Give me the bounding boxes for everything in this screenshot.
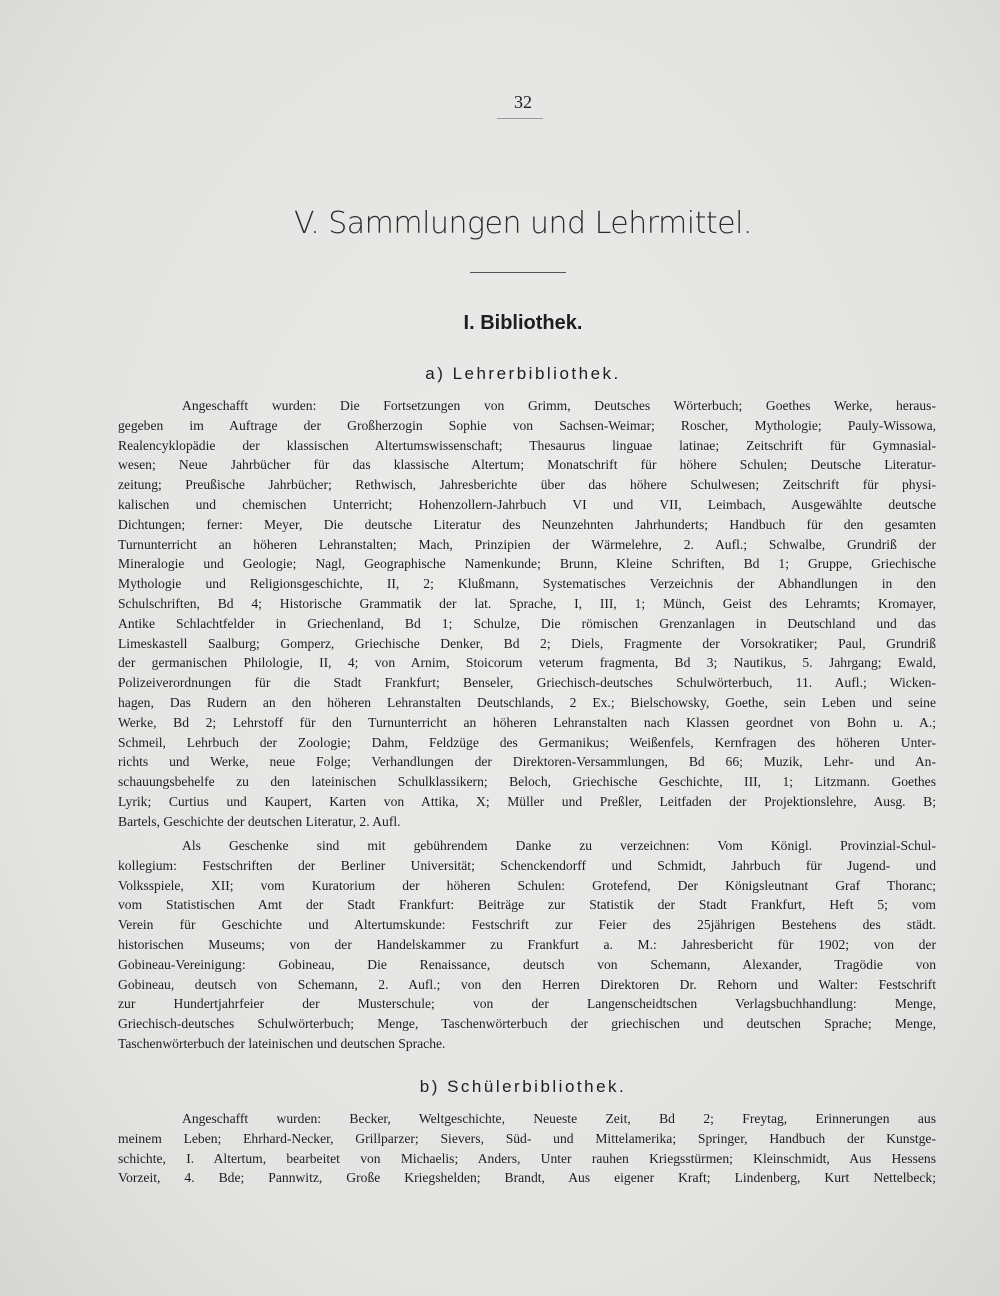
text-line: zeitung; Preußische Jahrbücher; Rethwisch, Jahresberichte über das höhere Schulwesen; Zeitschrift für physi- <box>118 477 936 493</box>
text-line: Taschenwörterbuch der lateinischen und deutschen Sprache. <box>118 1035 446 1051</box>
paragraph-acquisitions-teachers <box>118 396 936 832</box>
page-number: 32 <box>514 92 532 112</box>
text-line: Dichtungen; ferner: Meyer, Die deutsche Literatur des Neunzehnten Jahrhunderts; Handbuch für den gesamten <box>118 516 936 532</box>
text-line: Schmeil, Lehrbuch der Zoologie; Dahm, Feldzüge des Germanikus; Weißenfels, Kernfragen des höheren Unter- <box>118 734 936 750</box>
text-line: Angeschafft wurden: Becker, Weltgeschichte, Neueste Zeit, Bd 2; Freytag, Erinnerungen aus <box>182 1111 936 1126</box>
text-line: Bartels, Geschichte der deutschen Literatur, 2. Aufl. <box>118 813 401 829</box>
title-divider <box>470 272 566 273</box>
text-line: meinem Leben; Ehrhard-Necker, Grillparzer; Sievers, Süd- und Mittelamerika; Springer, Handbuch der Kunstge- <box>118 1130 936 1146</box>
text-line: Turnunterricht an höheren Lehranstalten; Mach, Prinzipien der Wärmelehre, 2. Aufl.; Schwalbe, Grundriß der <box>118 536 936 552</box>
text-line: Angeschafft wurden: Die Fortsetzungen von Grimm, Deutsches Wörterbuch; Goethes Werke, heraus- <box>182 398 936 413</box>
page-number-rule <box>497 118 543 119</box>
text-line: zur Hundertjahrfeier der Musterschule; von der Langenscheidtschen Verlagsbuchhandlung: Menge, <box>118 996 936 1012</box>
text-line: Realencyklopädie der klassischen Altertumswissenschaft; Thesaurus linguae latinae; Zeitschrift für Gymnasial- <box>118 437 936 453</box>
text-line: Werke, Bd 2; Lehrstoff für den Turnunterricht an höheren Lehranstalten nach Klassen geordnet von Bohn u. A.; <box>118 714 936 730</box>
text-line: Vorzeit, 4. Bde; Pannwitz, Große Kriegshelden; Brandt, Aus eigener Kraft; Lindenberg, Kurt Nettelbeck; <box>118 1170 936 1186</box>
subsection-heading-b: b) Schülerbibliothek. <box>419 1077 627 1096</box>
text-line: hagen, Das Rudern an den höheren Lehranstalten Deutschlands, 2 Ex.; Bielschowsky, Goethe, sein Leben und seine <box>118 694 936 710</box>
text-line: Limeskastell Saalburg; Gomperz, Griechische Denker, Bd 2; Diels, Fragmente der Vorsokratiker; Paul, Grundriß <box>118 635 936 651</box>
text-line: Lyrik; Curtius und Kaupert, Karten von Attika, X; Müller und Preßler, Leitfaden der Projektionslehre, Ausg. B; <box>118 793 936 809</box>
text-line: Gobineau-Vereinigung: Gobineau, Die Renaissance, deutsch von Schemann, Alexander, Tragödie von <box>118 956 936 972</box>
text-line: Schulschriften, Bd 4; Historische Grammatik der lat. Sprache, I, III, 1; Münch, Geist des Lehramts; Kromayer, <box>118 595 936 611</box>
paragraph-acquisitions-students <box>118 1109 936 1188</box>
text-line: Griechisch-deutsches Schulwörterbuch; Menge, Taschenwörterbuch der griechischen und deutschen Sprache; Menge, <box>118 1016 936 1032</box>
text-line: Gobineau, deutsch von Schemann, 2. Aufl.; von den Herren Direktoren Dr. Rehorn und Walter: Festschrift <box>118 976 936 992</box>
text-line: Volksspiele, XII; vom Kuratorium der höheren Schulen: Grotefend, Der Königsleutnant Graf Thoranc; <box>118 877 936 893</box>
text-line: schichte, I. Altertum, bearbeitet von Michaelis; Anders, Unter rauhen Kriegsstürmen; Kleinschmidt, Aus Hessens <box>118 1150 936 1166</box>
text-line: richts und Werke, neue Folge; Verhandlungen der Direktoren-Versammlungen, Bd 66; Muzik, Lehr- und An- <box>118 754 936 770</box>
section-heading: I. Bibliothek. <box>463 312 583 334</box>
text-line: Antike Schlachtfelder in Griechenland, Bd 1; Schulze, Die römischen Grenzanlagen in Deutschland und das <box>118 615 936 631</box>
chapter-title: V. Sammlungen und Lehrmittel. <box>294 206 752 241</box>
text-line: gegeben im Auftrage der Großherzogin Sophie von Sachsen-Weimar; Roscher, Mythologie; Pauly-Wissowa, <box>118 417 936 433</box>
subsection-heading-a: a) Lehrerbibliothek. <box>425 364 621 383</box>
text-line: Mythologie und Religionsgeschichte, II, 2; Klußmann, Systematisches Verzeichnis der Abhandlungen in den <box>118 576 936 592</box>
text-line: Mineralogie und Geologie; Nagl, Geographische Namenkunde; Brunn, Kleine Schriften, Bd 1; Gruppe, Griechische <box>118 556 936 572</box>
text-line: Polizeiverordnungen für die Stadt Frankfurt; Benseler, Griechisch-deutsches Schulwörterbuch, 11. Aufl.; Wicken- <box>118 675 936 691</box>
text-line: Als Geschenke sind mit gebührendem Danke zu verzeichnen: Vom Königl. Provinzial-Schul- <box>182 838 936 853</box>
paragraph-donations <box>118 836 936 1054</box>
text-line: historischen Museums; von der Handelskammer zu Frankfurt a. M.: Jahresbericht für 1902; von der <box>118 936 936 952</box>
text-line: vom Statistischen Amt der Stadt Frankfurt: Beiträge zur Statistik der Stadt Frankfurt, Heft 5; vom <box>118 897 936 913</box>
text-line: kalischen und chemischen Unterricht; Hohenzollern-Jahrbuch VI und VII, Leimbach, Ausgewählte deutsche <box>118 496 936 512</box>
text-line: der germanischen Philologie, II, 4; von Arnim, Stoicorum veterum fragmenta, Bd 3; Nautikus, 5. Jahrgang; Ewald, <box>118 655 936 671</box>
text-line: wesen; Neue Jahrbücher für das klassische Altertum; Monatschrift für höhere Schulen; Deutsche Literatur- <box>118 457 936 473</box>
text-line: schauungsbehelfe zu den lateinischen Schulklassikern; Beloch, Griechische Geschichte, III, 1; Litzmann. Goethes <box>118 774 936 790</box>
text-line: Verein für Geschichte und Altertumskunde: Festschrift zur Feier des 25jährigen Bestehens des städt. <box>118 917 936 933</box>
text-line: kollegium: Festschriften der Berliner Universität; Schenckendorff und Schmidt, Jahrbuch für Jugend- und <box>118 857 936 873</box>
